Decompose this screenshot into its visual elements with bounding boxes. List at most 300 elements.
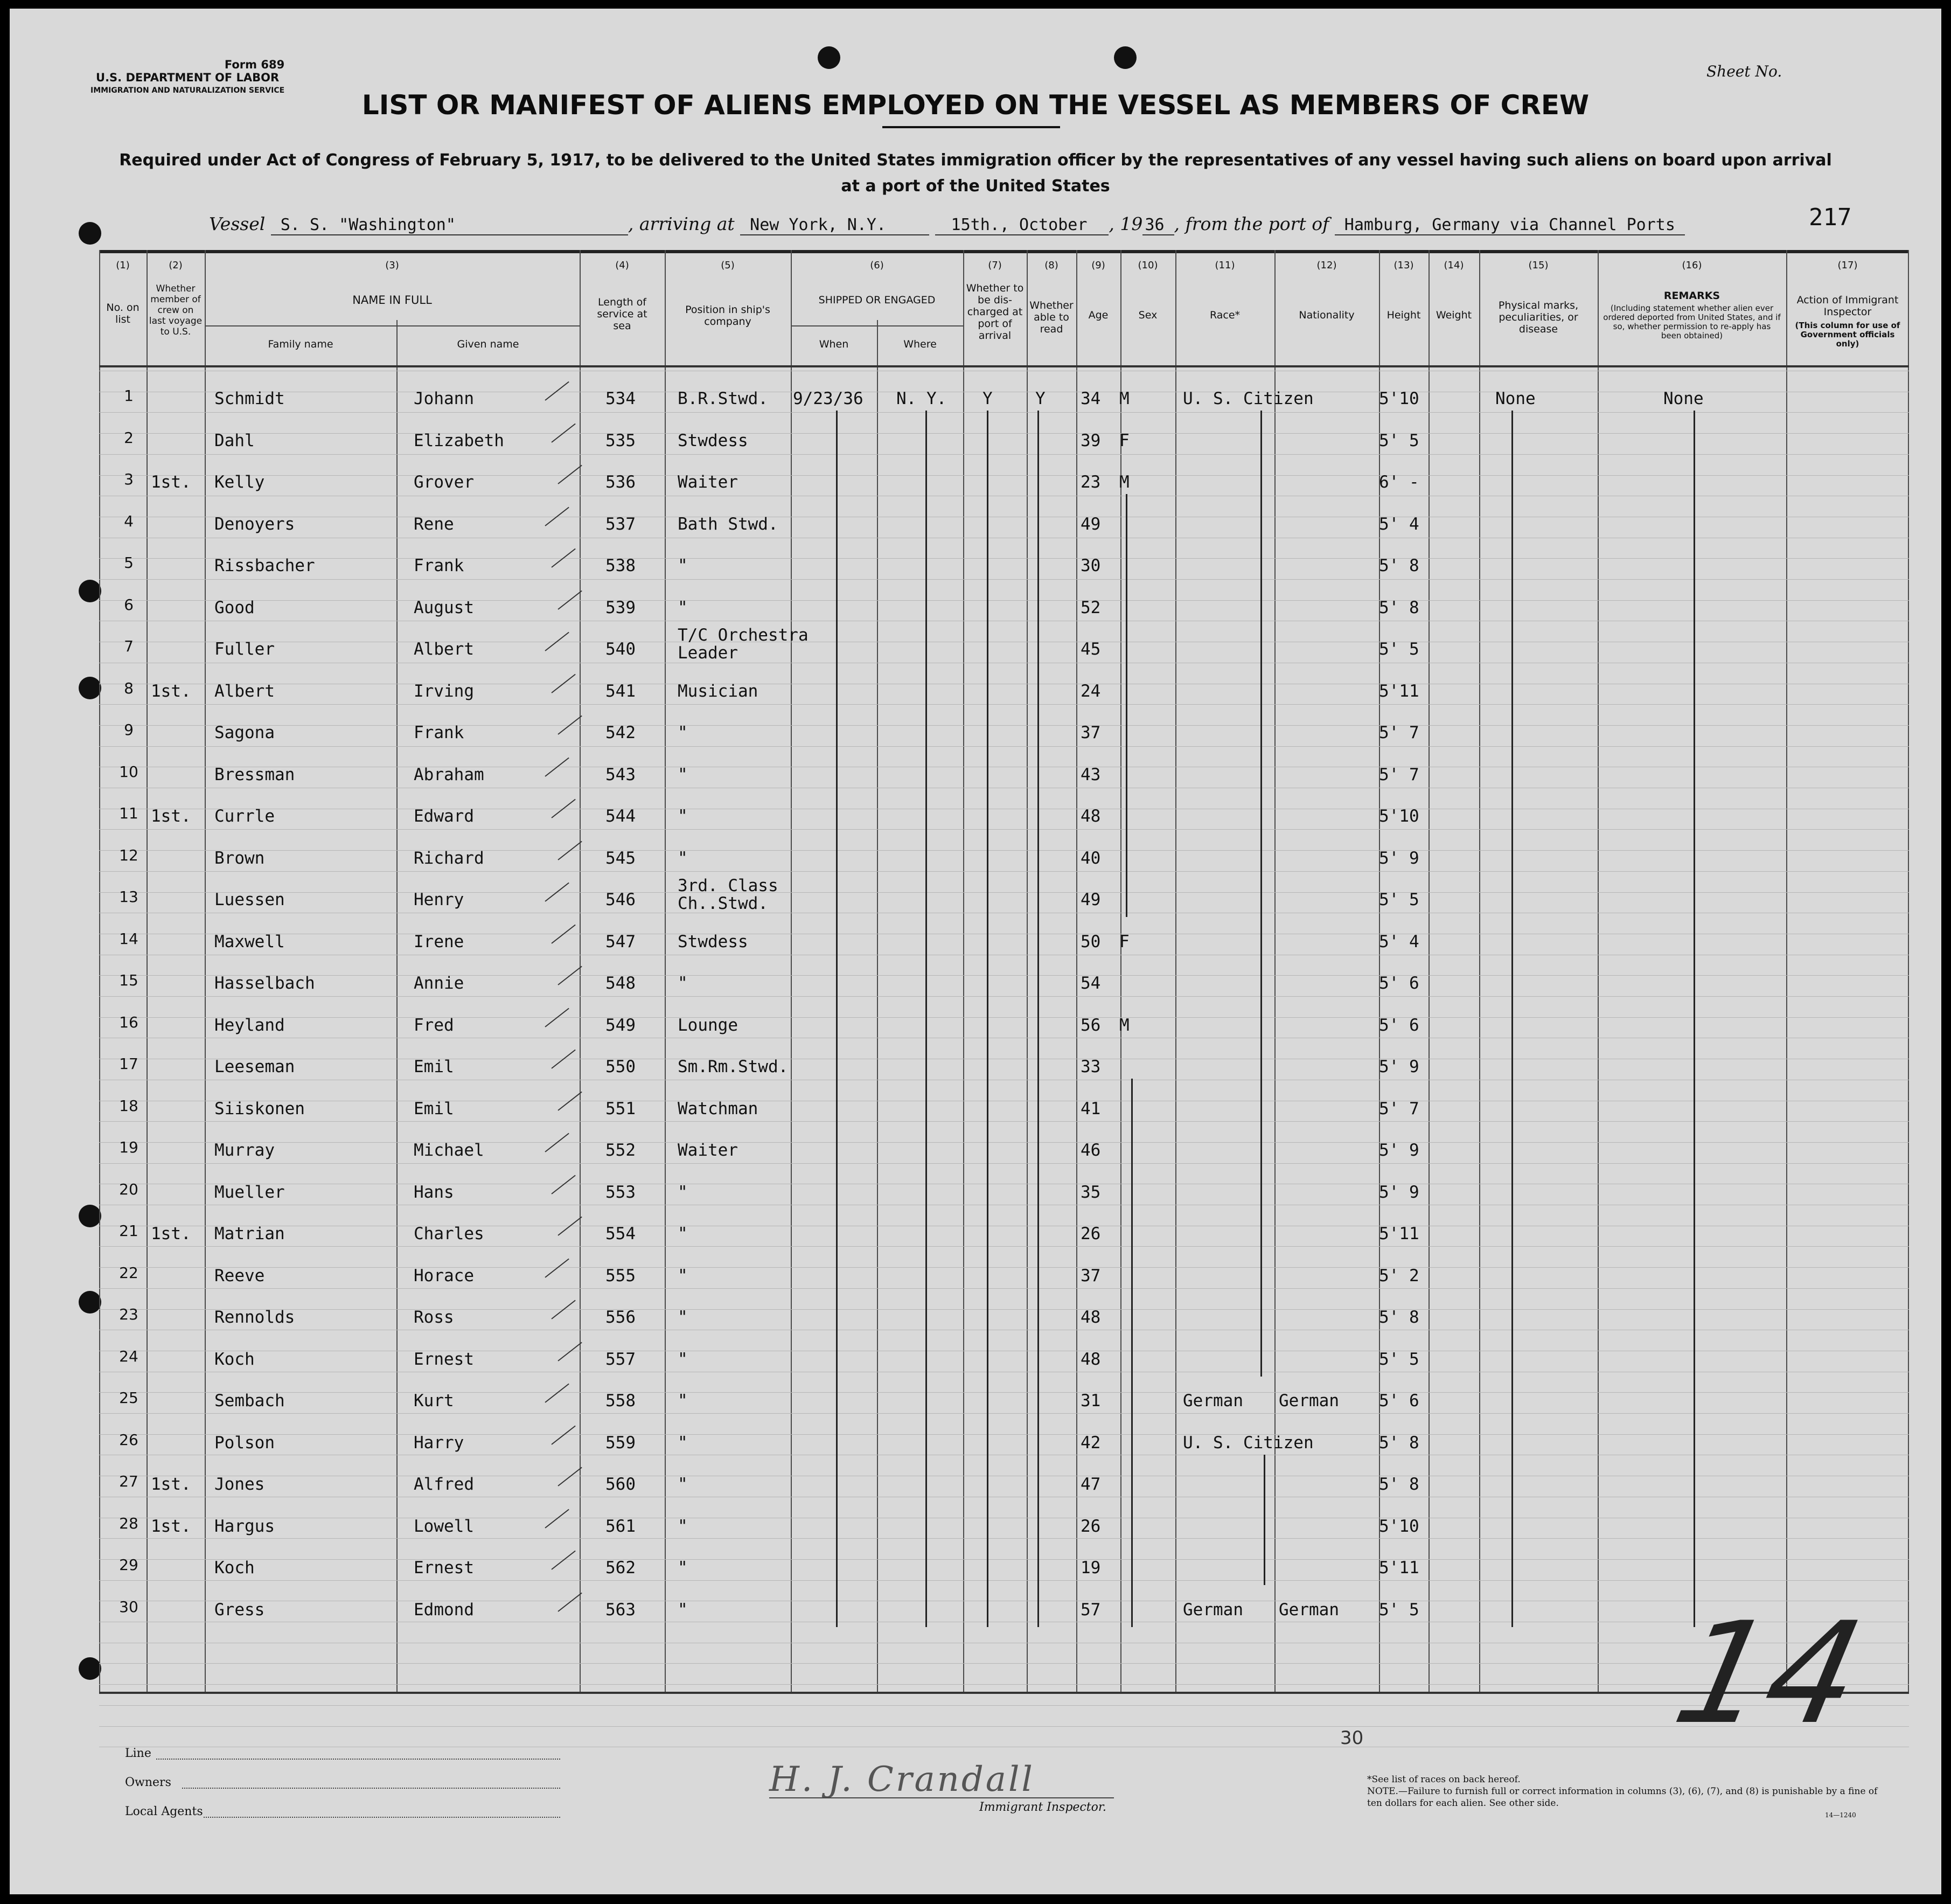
service-cell: 562: [605, 1558, 636, 1578]
col-header-shipped: SHIPPED OR ENGAGED: [818, 294, 936, 306]
position-cell: Watchman: [678, 1099, 758, 1118]
col-header-where: Where: [903, 338, 937, 350]
position-cell: ": [678, 1600, 688, 1620]
service-cell: 538: [605, 556, 636, 575]
form-number: Form 689: [224, 58, 285, 71]
col-header-weight: Weight: [1436, 309, 1472, 321]
height-cell: 5' 7: [1379, 723, 1419, 742]
service-cell: 535: [605, 430, 636, 450]
given-name-cell: Michael: [414, 1141, 484, 1160]
given-name-cell: August: [414, 597, 474, 617]
big-handwritten-mark: 14: [1662, 1593, 1875, 1755]
given-name-cell: Henry: [414, 890, 464, 909]
shipped-when-cell: 9/23/36: [793, 389, 863, 408]
footer-owners-rule: [182, 1788, 560, 1789]
service-cell: 543: [605, 765, 636, 784]
check-mark-icon: [551, 673, 575, 693]
service-cell: 559: [605, 1433, 636, 1453]
age-cell: 48: [1081, 1308, 1101, 1327]
height-cell: 6' -: [1379, 472, 1419, 492]
col-num-16: (16): [1682, 260, 1702, 271]
table-row: [99, 1131, 1909, 1173]
check-mark-icon: [545, 1133, 569, 1152]
given-name-cell: Edmond: [414, 1600, 474, 1620]
service-cell: 548: [605, 974, 636, 993]
row-number-cell: 16: [119, 1013, 138, 1031]
height-cell: 5'11: [1379, 681, 1419, 701]
ditto-line: [1694, 411, 1695, 1627]
row-number-cell: 26: [119, 1430, 138, 1449]
sheet-number-label: Sheet No.: [1706, 62, 1782, 80]
row-number-cell: 20: [119, 1180, 138, 1198]
given-name-cell: Richard: [414, 848, 484, 868]
footer-notes: [1367, 1774, 1884, 1809]
col-header-when: When: [819, 338, 849, 350]
from-label: , from the port of: [1174, 213, 1329, 234]
age-cell: 39: [1081, 430, 1101, 450]
col-num-10: (10): [1138, 260, 1158, 271]
manifest-subtitle: Required under Act of Congress of February 5, 1917, to be delivered to the United States immigration officer by the representatives of any vessel having such aliens on board upon arrival at a port of the United States: [119, 151, 1832, 196]
row-number-cell: 18: [119, 1096, 138, 1115]
service-cell: 563: [605, 1600, 636, 1620]
ditto-line: [1037, 411, 1039, 1627]
service-cell: 551: [605, 1099, 636, 1118]
sex-cell: M: [1119, 389, 1130, 408]
manifest-table: [99, 250, 1909, 1694]
nationality-cell: German: [1279, 1600, 1339, 1620]
family-name-cell: Fuller: [214, 640, 275, 659]
row-number-cell: 19: [119, 1138, 138, 1156]
check-mark-icon: [558, 966, 582, 985]
col-header-action: Action of Immigrant Inspector: [1796, 294, 1899, 318]
family-name-cell: Sembach: [214, 1391, 285, 1410]
given-name-cell: Horace: [414, 1266, 474, 1285]
position-cell: ": [678, 848, 688, 868]
check-mark-icon: [551, 548, 575, 568]
given-name-cell: Lowell: [414, 1516, 474, 1536]
family-name-cell: Hargus: [214, 1516, 275, 1536]
position-cell: Waiter: [678, 1141, 738, 1160]
footer-agents-label: Local Agents: [125, 1805, 203, 1818]
service-cell: 549: [605, 1015, 636, 1035]
race-cell: German: [1183, 1391, 1243, 1410]
ditto-line: [1264, 1455, 1265, 1586]
age-cell: 30: [1081, 556, 1101, 575]
position-cell: T/C Orchestra Leader: [678, 626, 809, 663]
position-cell: ": [678, 1391, 688, 1410]
check-mark-icon: [558, 1467, 582, 1486]
row-number-cell: 6: [124, 595, 134, 614]
position-cell: Lounge: [678, 1015, 738, 1035]
service-cell: 561: [605, 1516, 636, 1536]
row-guide-line: [99, 1663, 1909, 1664]
family-name-cell: Currle: [214, 807, 275, 826]
binder-hole: [818, 46, 840, 69]
row-number-cell: 21: [119, 1222, 138, 1240]
check-mark-icon: [551, 1175, 575, 1194]
row-number-cell: 1: [124, 387, 134, 405]
footer-line-label: Line: [125, 1747, 151, 1760]
col-header-sex: Sex: [1138, 309, 1158, 321]
col-header-action-note: (This column for use of Government officials only): [1795, 321, 1900, 349]
position-cell: ": [678, 1224, 688, 1243]
given-name-cell: Abraham: [414, 765, 484, 784]
given-name-cell: Kurt: [414, 1391, 454, 1410]
ditto-line: [925, 411, 927, 1627]
check-mark-icon: [551, 924, 575, 943]
voyage-line: [209, 213, 1685, 234]
col-num-9: (9): [1091, 260, 1105, 271]
sex-cell: F: [1119, 430, 1130, 450]
col-num-15: (15): [1528, 260, 1549, 271]
position-cell: ": [678, 974, 688, 993]
vessel-label: Vessel: [209, 213, 266, 234]
family-name-cell: Brown: [214, 848, 265, 868]
family-name-cell: Rennolds: [214, 1308, 295, 1327]
given-name-cell: Rene: [414, 514, 454, 534]
last-voyage-cell: 1st.: [151, 681, 191, 701]
height-cell: 5' 7: [1379, 765, 1419, 784]
row-number-cell: 5: [124, 554, 134, 572]
age-cell: 57: [1081, 1600, 1101, 1620]
able-to-read-cell: Y: [1035, 389, 1046, 408]
position-cell: Sm.Rm.Stwd.: [678, 1057, 789, 1076]
col-num-5: (5): [721, 260, 735, 271]
footer-owners-label: Owners: [125, 1776, 171, 1789]
last-voyage-cell: 1st.: [151, 807, 191, 826]
service-cell: 553: [605, 1182, 636, 1202]
sex-cell: M: [1119, 472, 1130, 492]
position-cell: ": [678, 1182, 688, 1202]
age-cell: 52: [1081, 597, 1101, 617]
col-num-14: (14): [1444, 260, 1464, 271]
table-row: [99, 1047, 1909, 1089]
col-header-age: Age: [1088, 309, 1109, 321]
height-cell: 5'10: [1379, 389, 1419, 408]
position-cell: ": [678, 807, 688, 826]
table-row: [99, 1465, 1909, 1507]
title-rule: [882, 126, 1060, 128]
race-cell: U. S. Citizen: [1183, 389, 1314, 408]
service-cell: 542: [605, 723, 636, 742]
table-row: [99, 626, 1909, 672]
col-header-name: NAME IN FULL: [352, 294, 432, 307]
family-name-cell: Polson: [214, 1433, 275, 1453]
col-header-no: No. on list: [106, 302, 140, 325]
service-cell: 554: [605, 1224, 636, 1243]
col-num-4: (4): [615, 260, 629, 271]
col-header-height: Height: [1386, 309, 1421, 321]
height-cell: 5'10: [1379, 807, 1419, 826]
table-row: [99, 964, 1909, 1006]
height-cell: 5' 8: [1379, 556, 1419, 575]
last-voyage-cell: 1st.: [151, 472, 191, 492]
height-cell: 5'10: [1379, 1516, 1419, 1536]
age-cell: 24: [1081, 681, 1101, 701]
binder-hole: [79, 677, 101, 699]
height-cell: 5' 2: [1379, 1266, 1419, 1285]
binder-hole: [79, 1205, 101, 1227]
check-mark-icon: [545, 632, 569, 651]
discharged-cell: Y: [983, 389, 993, 408]
inspector-signature: H. J. Crandall: [769, 1760, 1035, 1799]
col-header-physical: Physical marks, peculiarities, or disease: [1498, 300, 1579, 335]
table-row: [99, 588, 1909, 630]
service-cell: 560: [605, 1475, 636, 1494]
table-row: [99, 463, 1909, 505]
given-name-cell: Fred: [414, 1015, 454, 1035]
row-number-cell: 2: [124, 428, 134, 447]
height-cell: 5' 4: [1379, 514, 1419, 534]
sex-cell: F: [1119, 932, 1130, 951]
check-mark-icon: [551, 799, 575, 818]
manifest-title: LIST OR MANIFEST OF ALIENS EMPLOYED ON THE VESSEL AS MEMBERS OF CREW: [361, 89, 1590, 121]
height-cell: 5' 9: [1379, 1182, 1419, 1202]
given-name-cell: Ross: [414, 1308, 454, 1327]
height-cell: 5' 4: [1379, 932, 1419, 951]
last-voyage-cell: 1st.: [151, 1475, 191, 1494]
physical-marks-cell: None: [1495, 389, 1536, 408]
manifest-sheet: [10, 9, 1941, 1894]
col-header-given-name: Given name: [457, 338, 519, 350]
family-name-cell: Kelly: [214, 472, 265, 492]
given-name-cell: Edward: [414, 807, 474, 826]
given-name-cell: Irving: [414, 681, 474, 701]
check-mark-icon: [545, 757, 569, 776]
col-num-7: (7): [988, 260, 1002, 271]
col-header-nationality: Nationality: [1299, 309, 1355, 321]
position-cell: Waiter: [678, 472, 738, 492]
given-name-cell: Harry: [414, 1433, 464, 1453]
given-name-cell: Elizabeth: [414, 430, 504, 450]
height-cell: 5' 9: [1379, 1057, 1419, 1076]
row-number-cell: 9: [124, 721, 134, 739]
height-cell: 5' 8: [1379, 1433, 1419, 1453]
service-cell: 545: [605, 848, 636, 868]
col-num-6: (6): [870, 260, 884, 271]
position-cell: Bath Stwd.: [678, 514, 778, 534]
table-row: [99, 876, 1909, 922]
service-cell: 558: [605, 1391, 636, 1410]
family-name-cell: Murray: [214, 1141, 275, 1160]
header-bottom-rule: [99, 365, 1909, 367]
col-header-read: Whether able to read: [1029, 300, 1074, 335]
binder-hole: [1114, 46, 1137, 69]
table-row: [99, 797, 1909, 839]
given-name-cell: Hans: [414, 1182, 454, 1202]
table-row: [99, 1590, 1909, 1632]
height-cell: 5' 9: [1379, 1141, 1419, 1160]
col-header-race: Race*: [1209, 309, 1241, 321]
check-mark-icon: [558, 1342, 582, 1361]
row-number-cell: 29: [119, 1556, 138, 1574]
col-header-remarks: REMARKS: [1663, 290, 1720, 302]
height-cell: 5'11: [1379, 1224, 1419, 1243]
service-cell: 552: [605, 1141, 636, 1160]
height-cell: 5' 6: [1379, 974, 1419, 993]
service-cell: 556: [605, 1308, 636, 1327]
table-row: [99, 922, 1909, 964]
position-cell: Stwdess: [678, 430, 748, 450]
given-name-cell: Charles: [414, 1224, 484, 1243]
table-row: [99, 1214, 1909, 1256]
row-number-cell: 12: [119, 846, 138, 864]
position-cell: ": [678, 1433, 688, 1453]
age-cell: 37: [1081, 723, 1101, 742]
given-name-cell: Emil: [414, 1057, 454, 1076]
age-cell: 49: [1081, 514, 1101, 534]
check-mark-icon: [558, 590, 582, 609]
penalty-note: NOTE.—Failure to furnish full or correct information in columns (3), (6), (7), and (8) is punishable by a fine of ten dollars for each alien. See other side.: [1367, 1786, 1878, 1809]
family-name-cell: Siiskonen: [214, 1099, 305, 1118]
given-name-cell: Alfred: [414, 1475, 474, 1494]
subheader-rule: [205, 325, 580, 326]
race-cell: U. S. Citizen: [1183, 1433, 1314, 1453]
row-number-cell: 24: [119, 1347, 138, 1365]
subheader-rule: [791, 325, 963, 326]
col-num-3: (3): [385, 260, 399, 271]
service-cell: 546: [605, 890, 636, 909]
shipped-where-cell: N. Y.: [896, 389, 947, 408]
row-number-cell: 17: [119, 1055, 138, 1073]
given-name-cell: Annie: [414, 974, 464, 993]
ditto-line: [1126, 494, 1127, 917]
table-row: [99, 1507, 1909, 1549]
age-cell: 40: [1081, 848, 1101, 868]
family-name-cell: Jones: [214, 1475, 265, 1494]
col-num-12: (12): [1316, 260, 1337, 271]
table-row: [99, 505, 1909, 547]
age-cell: 43: [1081, 765, 1101, 784]
footer-line-rule: [156, 1759, 560, 1760]
col-num-8: (8): [1044, 260, 1058, 271]
given-name-cell: Albert: [414, 640, 474, 659]
family-name-cell: Dahl: [214, 430, 255, 450]
family-name-cell: Maxwell: [214, 932, 285, 951]
family-name-cell: Sagona: [214, 723, 275, 742]
row-guide-line: [99, 1684, 1909, 1685]
service-cell: 547: [605, 932, 636, 951]
family-name-cell: Luessen: [214, 890, 285, 909]
height-cell: 5' 5: [1379, 1600, 1419, 1620]
tally-mark: 30: [1340, 1727, 1364, 1749]
given-name-cell: Johann: [414, 389, 474, 408]
check-mark-icon: [551, 1300, 575, 1319]
height-cell: 5' 6: [1379, 1391, 1419, 1410]
family-name-cell: Bressman: [214, 765, 295, 784]
age-cell: 48: [1081, 807, 1101, 826]
check-mark-icon: [551, 1551, 575, 1570]
check-mark-icon: [558, 465, 582, 484]
check-mark-icon: [545, 1384, 569, 1403]
service-cell: 557: [605, 1349, 636, 1369]
col-num-17: (17): [1837, 260, 1858, 271]
check-mark-icon: [558, 715, 582, 735]
last-voyage-cell: 1st.: [151, 1516, 191, 1536]
binder-hole: [79, 222, 101, 245]
binder-hole: [79, 580, 101, 602]
given-name-cell: Grover: [414, 472, 474, 492]
col-header-service: Length of service at sea: [597, 296, 647, 332]
row-number-cell: 11: [119, 804, 138, 822]
position-cell: ": [678, 556, 688, 575]
arriving-label: , arriving at: [628, 213, 735, 234]
table-top-rule: [99, 250, 1909, 253]
row-number-cell: 7: [124, 637, 134, 655]
check-mark-icon: [551, 1425, 575, 1444]
age-cell: 26: [1081, 1224, 1101, 1243]
service-cell: 550: [605, 1057, 636, 1076]
family-name-cell: Leeseman: [214, 1057, 295, 1076]
last-voyage-cell: 1st.: [151, 1224, 191, 1243]
form-code: 14—1240: [1825, 1811, 1856, 1819]
table-row: [99, 672, 1909, 714]
position-cell: ": [678, 1558, 688, 1578]
family-name-cell: Rissbacher: [214, 556, 315, 575]
position-cell: 3rd. Class Ch..Stwd.: [678, 876, 778, 913]
given-name-cell: Ernest: [414, 1349, 474, 1369]
col-header-discharged: Whether to be dis-charged at port of arrival: [966, 282, 1024, 342]
ditto-line: [987, 411, 988, 1627]
table-bottom-rule: [99, 1692, 1909, 1694]
height-cell: 5' 5: [1379, 640, 1419, 659]
table-row: [99, 1423, 1909, 1465]
table-row: [99, 1256, 1909, 1298]
age-cell: 49: [1081, 890, 1101, 909]
service-cell: 555: [605, 1266, 636, 1285]
form-department: U.S. DEPARTMENT OF LABOR: [96, 71, 280, 84]
height-cell: 5' 7: [1379, 1099, 1419, 1118]
age-cell: 46: [1081, 1141, 1101, 1160]
family-name-cell: Matrian: [214, 1224, 285, 1243]
row-number-cell: 15: [119, 971, 138, 989]
check-mark-icon: [558, 840, 582, 860]
service-cell: 537: [605, 514, 636, 534]
height-cell: 5'11: [1379, 1558, 1419, 1578]
table-row: [99, 1340, 1909, 1382]
inspector-label: Immigrant Inspector.: [979, 1801, 1106, 1814]
table-row: [99, 1548, 1909, 1590]
table-row: [99, 713, 1909, 755]
row-number-cell: 23: [119, 1305, 138, 1323]
races-note: *See list of races on back hereof.: [1367, 1774, 1521, 1785]
check-mark-icon: [545, 882, 569, 902]
binder-hole: [79, 1291, 101, 1314]
table-row: [99, 839, 1909, 881]
given-name-cell: Frank: [414, 556, 464, 575]
age-cell: 23: [1081, 472, 1101, 492]
check-mark-icon: [545, 1509, 569, 1528]
age-cell: 54: [1081, 974, 1101, 993]
row-number-cell: 14: [119, 929, 138, 948]
service-cell: 534: [605, 389, 636, 408]
position-cell: ": [678, 1349, 688, 1369]
col-num-11: (11): [1215, 260, 1235, 271]
row-number-cell: 30: [119, 1597, 138, 1616]
vessel-name: S. S. "Washington": [271, 216, 628, 235]
ditto-line: [1131, 1079, 1133, 1627]
departure-port: Hamburg, Germany via Channel Ports: [1335, 216, 1685, 235]
position-cell: ": [678, 765, 688, 784]
col-header-last-voyage: Whether member of crew on last voyage to U.S.: [149, 283, 203, 337]
age-cell: 50: [1081, 932, 1101, 951]
height-cell: 5' 6: [1379, 1015, 1419, 1035]
remarks-cell: None: [1663, 389, 1704, 408]
row-number-cell: 4: [124, 512, 134, 530]
check-mark-icon: [551, 423, 575, 442]
row-number-cell: 13: [119, 888, 138, 906]
check-mark-icon: [558, 1091, 582, 1110]
